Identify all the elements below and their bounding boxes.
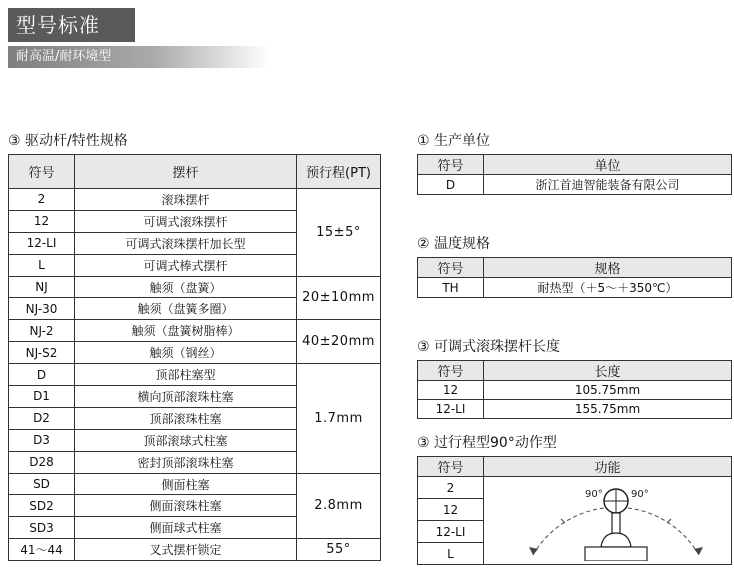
lever-cell: 密封顶部滚珠柱塞 (75, 451, 297, 473)
lever-cell: 侧面球式柱塞 (75, 517, 297, 539)
lever-cell: 可调式滚珠摆杆 (75, 210, 297, 232)
drive-section-title: ③ 驱动杆/特性规格 (8, 133, 128, 149)
table-header-row (9, 155, 381, 189)
lever-cell: 触须（钢丝） (75, 342, 297, 364)
drive-lever-table (8, 154, 381, 561)
table-row (418, 381, 732, 400)
column-header-spec: 规格 (484, 258, 732, 278)
table-row (9, 364, 381, 386)
right-angle-label: 90° (630, 489, 649, 500)
lever-hub-icon (601, 533, 631, 547)
temp-table (417, 257, 732, 298)
column-header-code: 符号 (418, 457, 484, 477)
table-header-row (418, 258, 732, 278)
pretravel-cell: 1.7mm (297, 364, 381, 473)
lever-cell: 触须（盘簧树脂棒） (75, 320, 297, 342)
code-cell: D3 (9, 429, 75, 451)
pretravel-cell: 15±5° (297, 189, 381, 277)
pretravel-cell: 2.8mm (297, 473, 381, 539)
code-cell: L (418, 543, 484, 565)
table-header-row (418, 155, 732, 175)
lever-arm-icon (612, 513, 620, 535)
left-arrow-icon (529, 547, 538, 555)
table-header-row (418, 457, 732, 477)
code-cell: 12-LI (9, 232, 75, 254)
code-cell: 12 (418, 381, 484, 400)
code-cell: D28 (9, 451, 75, 473)
table-row (418, 400, 732, 419)
code-cell: D1 (9, 386, 75, 408)
column-header-code: 符号 (418, 258, 484, 278)
code-cell: NJ-30 (9, 298, 75, 320)
code-cell: NJ-S2 (9, 342, 75, 364)
lever-cell: 侧面柱塞 (75, 473, 297, 495)
table-row (9, 189, 381, 211)
lever-cell: 触须（盘簧） (75, 276, 297, 298)
code-cell: D (418, 175, 484, 195)
table-header-row (418, 361, 732, 381)
lever-cell: 顶部滚球式柱塞 (75, 429, 297, 451)
page-title: 型号标准 (8, 8, 135, 42)
column-header-length: 长度 (484, 361, 732, 381)
lever-cell: 可调式滚珠摆杆加长型 (75, 232, 297, 254)
function-table (417, 456, 732, 565)
right-arrow-icon (694, 547, 703, 555)
page-subtitle: 耐高温/耐环境型 (8, 46, 270, 68)
length-cell: 155.75mm (484, 400, 732, 419)
lever-cell: 叉式摆杆锁定 (75, 539, 297, 561)
table-row (9, 473, 381, 495)
column-header-function: 功能 (484, 457, 732, 477)
column-header-code: 符号 (418, 361, 484, 381)
table-row (9, 276, 381, 298)
code-cell: SD2 (9, 495, 75, 517)
left-angle-label: 90° (584, 489, 603, 500)
code-cell: 12 (418, 499, 484, 521)
code-cell: 12-LI (418, 521, 484, 543)
arc-tick-icon (561, 519, 565, 523)
lever-action-diagram (485, 477, 731, 561)
column-header-pretravel: 预行程(PT) (297, 155, 381, 189)
code-cell: 2 (418, 477, 484, 499)
switch-body-icon (585, 547, 647, 561)
pretravel-cell: 40±20mm (297, 320, 381, 364)
table-row (418, 278, 732, 298)
pretravel-cell: 55° (297, 539, 381, 561)
lever-cell: 顶部滚珠柱塞 (75, 407, 297, 429)
code-cell: D2 (9, 407, 75, 429)
code-cell: NJ-2 (9, 320, 75, 342)
column-header-code: 符号 (418, 155, 484, 175)
column-header-code: 符号 (9, 155, 75, 189)
table-row (9, 320, 381, 342)
unit-cell: 浙江首迪智能装备有限公司 (484, 175, 732, 195)
code-cell: 2 (9, 189, 75, 211)
code-cell: NJ (9, 276, 75, 298)
lever-cell: 触须（盘簧多圈） (75, 298, 297, 320)
length-table (417, 360, 732, 419)
table-row (9, 539, 381, 561)
code-cell: L (9, 254, 75, 276)
maker-section-title: ① 生产单位 (417, 133, 491, 149)
spec-cell: 耐热型（＋5～＋350℃） (484, 278, 732, 298)
pretravel-cell: 20±10mm (297, 276, 381, 320)
lever-cell: 横向顶部滚珠柱塞 (75, 386, 297, 408)
lever-cell: 侧面滚珠柱塞 (75, 495, 297, 517)
code-cell: 12-LI (418, 400, 484, 419)
table-row (418, 477, 732, 499)
code-cell: D (9, 364, 75, 386)
code-cell: SD (9, 473, 75, 495)
lever-cell: 可调式棒式摆杆 (75, 254, 297, 276)
column-header-unit: 单位 (484, 155, 732, 175)
code-cell: TH (418, 278, 484, 298)
length-cell: 105.75mm (484, 381, 732, 400)
column-header-lever: 摆杆 (75, 155, 297, 189)
code-cell: SD3 (9, 517, 75, 539)
temp-section-title: ② 温度规格 (417, 236, 491, 252)
lever-cell: 滚珠摆杆 (75, 189, 297, 211)
function-section-title: ③ 过行程型90°动作型 (417, 435, 557, 451)
maker-table (417, 154, 732, 195)
arc-tick-icon (667, 519, 671, 523)
length-section-title: ③ 可调式滚珠摆杆长度 (417, 339, 561, 355)
lever-cell: 顶部柱塞型 (75, 364, 297, 386)
function-diagram-cell (484, 477, 732, 565)
code-cell: 41～44 (9, 539, 75, 561)
table-row (418, 175, 732, 195)
code-cell: 12 (9, 210, 75, 232)
